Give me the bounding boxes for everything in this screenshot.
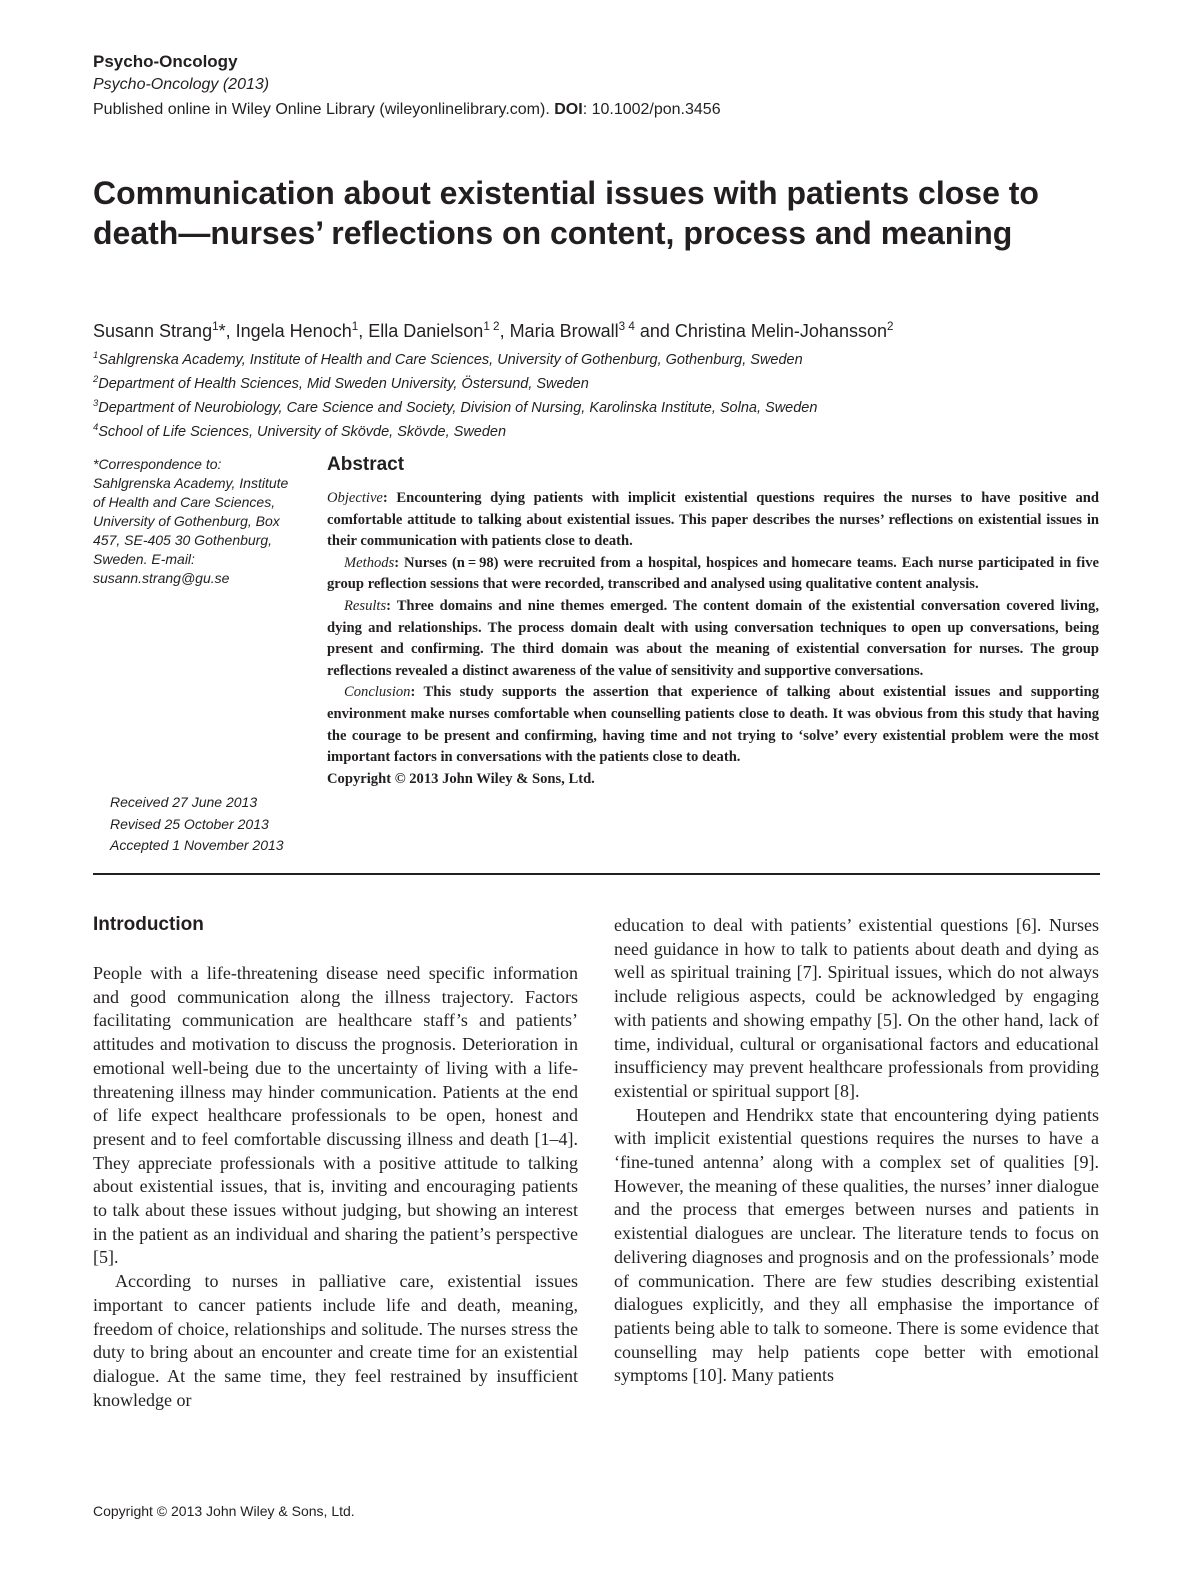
author-list: Susann Strang$^1$*, Ingela Henoch$^1$, Ella Danielson$^{1 2}$, Maria Browall$^{3 4}$ and Christina Melin-Johansson$^2$ (93, 320, 894, 341)
doi-value[interactable]: : 10.1002/pon.3456 (582, 101, 721, 118)
introduction-heading: Introduction (93, 914, 204, 935)
journal-year: Psycho-Oncology (2013) (93, 76, 270, 93)
body-column-right (614, 914, 1099, 1388)
revised-date: Revised 25 October 2013 (110, 815, 269, 832)
affiliation-item: $^4$School of Life Sciences, University of Skövde, Skövde, Sweden (93, 421, 507, 440)
affiliation-item: $^2$Department of Health Sciences, Mid Sweden University, Östersund, Sweden (93, 373, 589, 392)
body-column-left (93, 962, 578, 1412)
abstract-methods: Methods: Nurses (n = 98) were recruited from a hospital, hospices and homecare teams. Each nurse participated in five group reflection sessions that were recorded, transcribed and analysed using qualitative content analysis. (327, 554, 1099, 593)
section-divider (93, 873, 1100, 875)
abstract-objective: Objective: Encountering dying patients with implicit existential questions requires the nurses to have positive and comfortable attitude to talking about existential issues. This paper describes the nurses’ reflections on existential issues in their communication with patients close to death. (327, 490, 1099, 550)
abstract-conclusion: Conclusion: This study supports the assertion that experience of talking about existential issues and supporting environment make nurses comfortable when counselling patients close to death. It was obvious from this study that having the courage to be present and confirming, having time and not trying to ‘solve’ every existential problem were the most important factors in conversations with the patients close to death. (327, 684, 1099, 766)
accepted-date: Accepted 1 November 2013 (110, 837, 284, 853)
correspondence-block (93, 455, 303, 588)
journal-name: Psycho-Oncology (93, 52, 238, 71)
page-footer: Copyright © 2013 John Wiley & Sons, Ltd. (93, 1503, 355, 1519)
body-paragraph: People with a life-threatening disease need specific information and good communication along the illness trajectory. Factors facilitating communication are healthcare staff’s and patients’ attitudes and motivation to discuss the prognosis. Deterioration in emotional well-being due to the uncertainty of living with a life-threatening illness may hinder communication. Patients at the end of life expect healthcare professionals to be open, honest and present and to feel comfortable discussing illness and death [1–4]. They appreciate professionals with a positive attitude to talking about existential issues, that is, inviting and encouraging patients to talk about these issues without judging, but showing an interest in the patient as an individual and sharing the patient’s perspective [5]. (93, 963, 578, 1268)
abstract-heading: Abstract (327, 454, 405, 475)
affiliation-item: $^3$Department of Neurobiology, Care Science and Society, Division of Nursing, Karolinska Institute, Solna, Sweden (93, 397, 818, 416)
received-date: Received 27 June 2013 (110, 794, 258, 810)
abstract-results: Results: Three domains and nine themes emerged. The content domain of the existential conversation covered living, dying and relationships. The process domain dealt with using conversation techniques to open up conversations, being present and confirming. The third domain was about the meaning of existential conversation for nurses. The group reflections revealed a distinct awareness of the value of sensitivity and supportive conversations. (327, 597, 1099, 679)
abstract-copyright: Copyright © 2013 John Wiley & Sons, Ltd. (327, 770, 595, 787)
affiliation-list (93, 349, 817, 445)
correspondence-label: *Correspondence to: (93, 456, 222, 472)
affiliation-item: $^1$Sahlgrenska Academy, Institute of Health and Care Sciences, University of Gothenburg, Gothenburg, Sweden (93, 349, 803, 368)
doi-label: DOI (554, 101, 583, 118)
article-dates (110, 792, 284, 857)
body-paragraph: Houtepen and Hendrikx state that encountering dying patients with implicit existential questions requires the nurses to have a ‘fine-tuned antenna’ along with a complex set of qualities [9]. However, the meaning of these qualities, the nurses’ inner dialogue and the process that emerges between nurses and patients in existential dialogues are unclear. The literature tends to focus on delivering diagnoses and prognosis and on the professionals’ mode of communication. There are few studies describing existential dialogues explicitly, and they all emphasise the importance of patients being able to talk to someone. There is some evidence that counselling may help patients cope better with emotional symptoms [10]. Many patients (614, 1104, 1099, 1386)
article-title: Communication about existential issues with patients close to death—nurses’ reflections on content, process and meaning (93, 175, 1039, 251)
publication-info: Published online in Wiley Online Library (wileyonlinelibrary.com). DOI: 10.1002/pon.3456 (93, 101, 721, 118)
abstract-body (327, 488, 1099, 790)
body-paragraph: education to deal with patients’ existential questions [6]. Nurses need guidance in how to talk to patients about death and dying as well as spiritual training [7]. Spiritual issues, which do not always include religious aspects, could be acknowledged by engaging with patients and showing empathy [5]. On the other hand, lack of time, individual, cultural or organisational factors and educational insufficiency may prevent healthcare professionals from providing existential or spiritual support [8]. (614, 915, 1099, 1101)
correspondence-text: Sahlgrenska Academy, Institute of Health and Care Sciences, University of Gothenburg, Box 457, SE-405 30 Gothenburg, Sweden. E-mail: susann.strang@gu.se (93, 475, 289, 586)
body-paragraph: According to nurses in palliative care, existential issues important to cancer patients include life and death, meaning, freedom of choice, relationships and solitude. The nurses stress the duty to bring about an encounter and create time for an existential dialogue. At the same time, they feel restrained by insufficient knowledge or (93, 1271, 578, 1410)
